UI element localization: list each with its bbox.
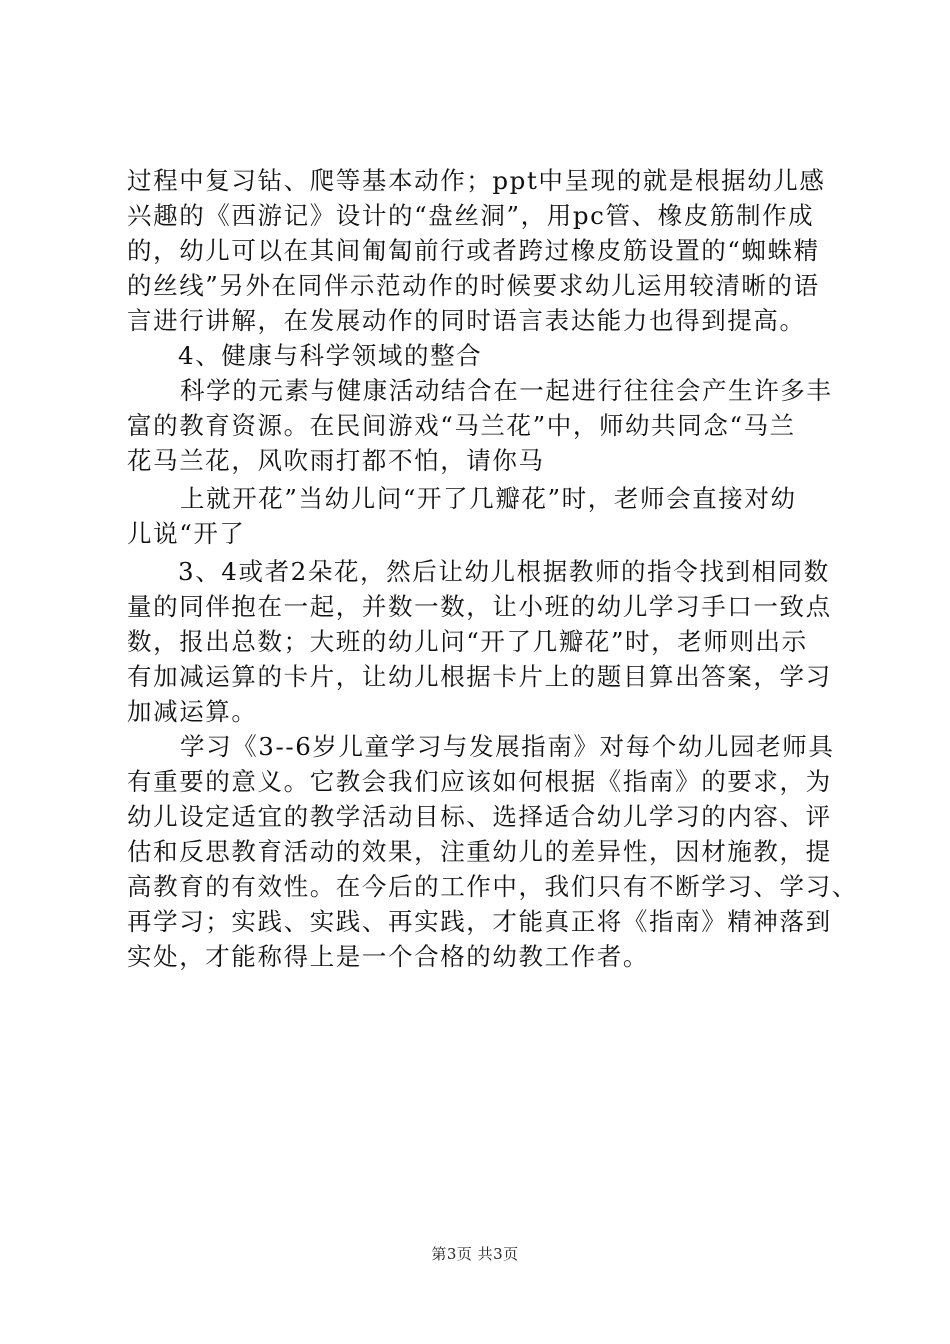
text-line: 加减运算。 — [127, 697, 258, 726]
text-line: 3、4或者2朵花，然后让幼儿根据教师的指令找到相同数 — [178, 557, 830, 586]
text-line: 有重要的意义。它教会我们应该如何根据《指南》的要求，为 — [127, 767, 832, 796]
text-line: 的，幼儿可以在其间匍匐前行或者跨过橡皮筋设置的“蜘蛛精 — [127, 236, 820, 265]
text-line: 花马兰花，风吹雨打都不怕，请你马 — [127, 446, 545, 475]
text-line: 的丝线”另外在同伴示范动作的时候要求幼儿运用较清晰的语 — [127, 271, 820, 300]
text-line: 高教育的有效性。在今后的工作中，我们只有不断学习、学习、 — [127, 872, 858, 901]
text-line: 幼儿设定适宜的教学活动目标、选择适合幼儿学习的内容、评 — [127, 802, 832, 831]
text-line: 富的教育资源。在民间游戏“马兰花”中，师幼共同念“马兰 — [127, 411, 796, 440]
text-line: 儿说“开了 — [127, 519, 246, 548]
text-line: 量的同伴抱在一起，并数一数，让小班的幼儿学习手口一致点 — [127, 592, 832, 621]
text-line: 兴趣的《西游记》设计的“盘丝洞”，用pc管、橡皮筋制作成 — [127, 201, 815, 230]
text-line: 上就开花”当幼儿问“开了几瓣花”时，老师会直接对幼 — [180, 484, 797, 513]
section-heading: 4、健康与科学领域的整合 — [178, 341, 483, 370]
text-line: 实处，才能称得上是一个合格的幼教工作者。 — [127, 942, 649, 971]
text-line: 再学习；实践、实践、再实践，才能真正将《指南》精神落到 — [127, 907, 832, 936]
text-line: 过程中复习钻、爬等基本动作；ppt中呈现的就是根据幼儿感 — [127, 166, 826, 195]
text-line: 言进行讲解，在发展动作的同时语言表达能力也得到提高。 — [127, 306, 806, 335]
text-line: 数，报出总数；大班的幼儿问“开了几瓣花”时，老师则出示 — [127, 627, 808, 656]
text-line: 学习《3--6岁儿童学习与发展指南》对每个幼儿园老师具 — [180, 732, 835, 761]
text-line: 估和反思教育活动的效果，注重幼儿的差异性，因材施教，提 — [127, 837, 832, 866]
text-line: 科学的元素与健康活动结合在一起进行往往会产生许多丰 — [180, 376, 833, 405]
page-footer: 第3页 共3页 — [431, 1245, 519, 1263]
text-line: 有加减运算的卡片，让幼儿根据卡片上的题目算出答案，学习 — [127, 662, 832, 691]
